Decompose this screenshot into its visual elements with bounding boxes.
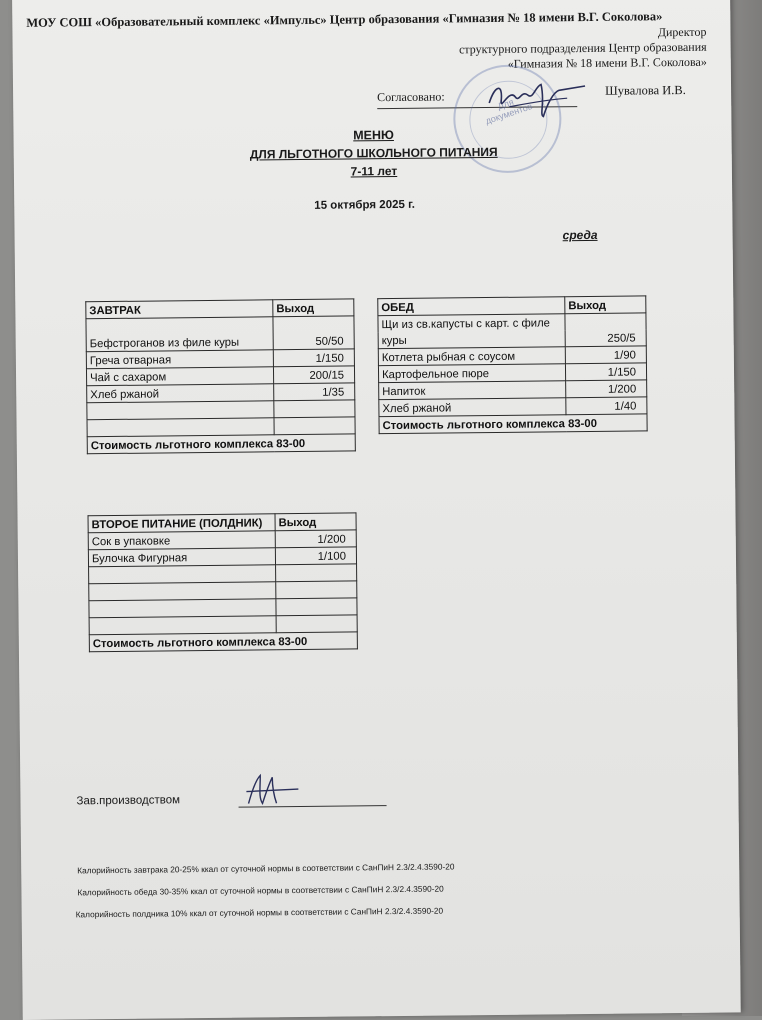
director-school: «Гимназия № 18 имени В.Г. Соколова» [507,54,707,71]
calorie-note-snack: Калорийность полдника 10% ккал от суточной нормы в соответствии с СанПиН 2.3/2.4.3590-20 [75,905,444,920]
approved-label: Согласовано: [377,89,445,105]
column-header-portion: Выход [565,296,646,314]
production-manager-label: Зав.производством [76,794,181,808]
lunch-table [377,295,647,434]
menu-subtitle: ДЛЯ ЛЬГОТНОГО ШКОЛЬНОГО ПИТАНИЯ [249,144,498,162]
table-header-row [378,296,646,316]
menu-title: МЕНЮ [353,128,394,143]
dish-portion: 1/200 [275,530,356,548]
total-row [379,414,647,434]
age-group: 7-11 лет [350,163,398,179]
dish-portion: 1/100 [275,547,356,565]
total-row [89,632,357,652]
dish-portion: 1/90 [565,346,646,364]
director-name: Шувалова И.В. [605,82,686,98]
complex-cost: Стоимость льготного комплекса 83-00 [379,414,647,434]
menu-date: 15 октября 2025 г. [314,198,415,212]
column-header-portion: Выход [275,513,356,531]
dish-portion: 50/50 [273,316,354,350]
dish-name: Хлеб ржаной [379,398,566,417]
dish-name: Картофельное пюре [378,364,565,383]
column-header-portion: Выход [273,299,354,317]
table-header-row [86,299,354,319]
complex-cost: Стоимость льготного комплекса 83-00 [89,632,357,652]
organization-name: МОУ СОШ «Образовательный комплекс «Импульс» Центр образования «Гимназия № 18 имени В.Г. Соколова» [26,9,663,30]
table-header-row [88,513,356,533]
director-signature [481,76,591,123]
complex-cost: Стоимость льготного комплекса 83-00 [87,434,355,454]
column-header-dish: ОБЕД [378,297,565,316]
dish-portion: 1/200 [566,380,647,398]
dish-portion: 1/35 [274,383,355,401]
dish-name: Бефстроганов из филе куры [86,317,273,352]
stamp-text: Для документов [484,96,534,127]
dish-name: Щи из св.капусты с карт. с филе [378,314,565,332]
total-row [87,434,355,454]
dish-name: Напиток [379,381,566,400]
dish-portion: 200/15 [273,366,354,384]
dish-portion: 250/5 [565,329,646,346]
dish-name: Хлеб ржаной [87,384,274,403]
dish-portion [565,313,646,330]
menu-document [12,0,741,1020]
calorie-note-breakfast: Калорийность завтрака 20-25% ккал от суточной нормы в соответствии с СанПиН 2.3/2.4.3590-20 [77,861,455,876]
dish-name: Сок в упаковке [88,531,275,550]
weekday: среда [562,227,598,243]
dish-portion: 1/150 [565,363,646,381]
dish-portion: 1/40 [566,397,647,415]
snack-table [88,512,358,652]
table-row [86,366,354,386]
production-manager-signature [242,769,302,810]
dish-name-continued: куры [378,330,565,348]
dish-name: Котлета рыбная с соусом [378,347,565,366]
dish-portion: 1/150 [273,349,354,367]
dish-name: Булочка Фигурная [88,548,275,567]
column-header-dish: ЗАВТРАК [86,300,273,319]
director-unit: структурного подразделения Центр образования [458,39,707,57]
breakfast-table [85,298,356,454]
dish-name: Чай с сахаром [86,367,273,386]
director-title: Директор [657,24,707,40]
dish-name: Греча отварная [86,350,273,369]
calorie-note-lunch: Калорийность обеда 30-35% ккал от суточной нормы в соответствии с СанПиН 2.3/2.4.3590-20 [77,883,444,898]
column-header-dish: ВТОРОЕ ПИТАНИЕ (ПОЛДНИК) [88,514,275,533]
table-row [86,316,354,352]
